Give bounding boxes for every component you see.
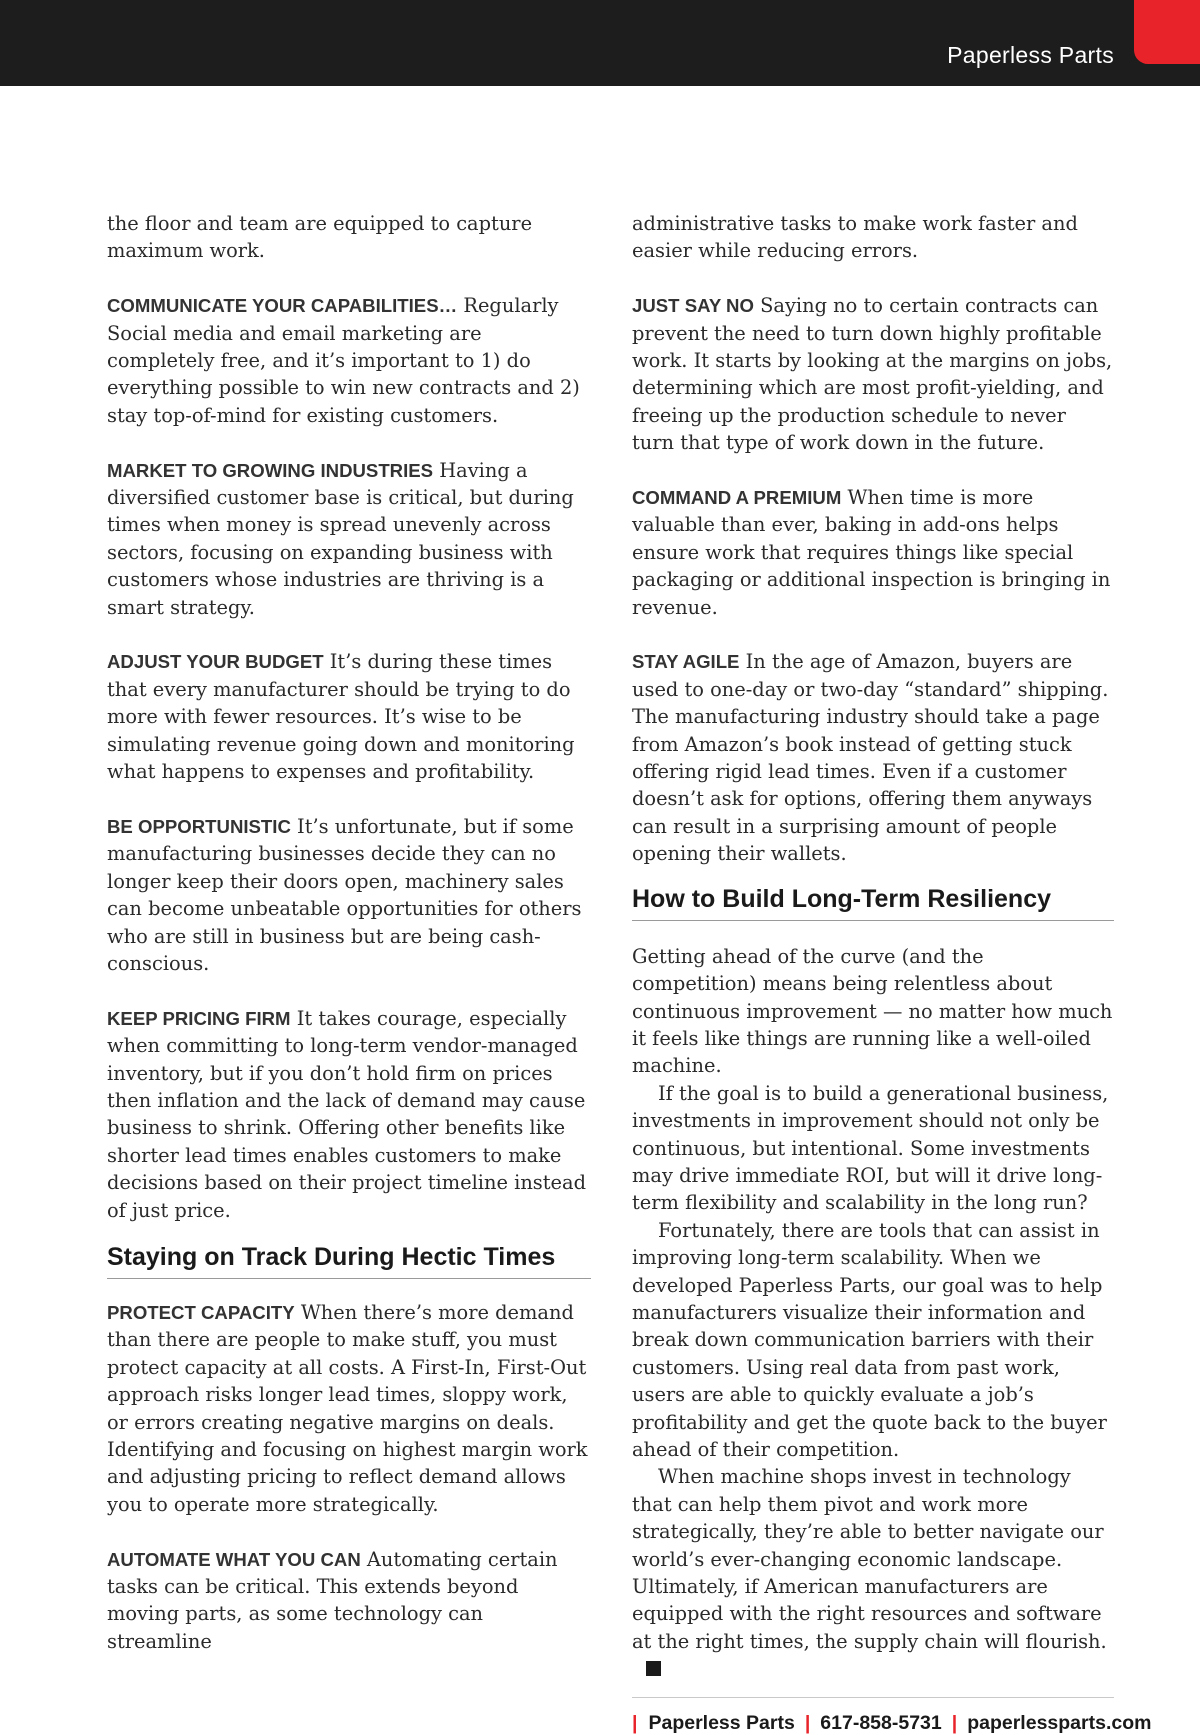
run-in-heading: AUTOMATE WHAT YOU CAN — [107, 1548, 361, 1570]
run-in-heading: BE OPPORTUNISTIC — [107, 815, 291, 837]
paragraph-text: Saying no to certain contracts can prevent the need to turn down highly profitable work. It starts by looking at the margins on jobs, determining which are most profit-yielding, and freeing up the production schedule to never turn that type of work down in the future. — [632, 294, 1113, 455]
paragraph-final — [632, 1463, 1114, 1682]
right-column — [632, 210, 1152, 1735]
paragraph-text: It takes courage, especially when committing to long-term vendor-managed inventory, but if you don’t hold firm on prices then inflation and the lack of demand may cause business to shrink. Offering other benefits like shorter lead times enables customers to make decisions based on their project timeline instead of just price. — [107, 1006, 586, 1222]
end-mark-icon — [646, 1661, 661, 1676]
footer-website-link[interactable]: paperlessparts.com — [967, 1711, 1152, 1734]
run-in-heading: COMMAND A PREMIUM — [632, 487, 842, 509]
header-bar — [0, 0, 1200, 86]
footer-contact — [632, 1711, 1152, 1735]
paragraph-text: When there’s more demand than there are people to make stuff, you must protect capacity at all costs. A First-In, First-Out approach risks longer lead times, sloppy work, or errors creating negative margins on deals. Identifying and focusing on highest margin work and adjusting pricing to reflect demand allows you to operate more strategically. — [107, 1300, 588, 1516]
paragraph-text: It’s during these times that every manufacturer should be trying to do more with fewer resources. It’s wise to be simulating revenue going down and monitoring what happens to expenses and profitability. — [107, 650, 575, 784]
paragraph-agile — [632, 648, 1114, 867]
footer-divider — [632, 1697, 1114, 1698]
run-in-heading: COMMUNICATE YOUR CAPABILITIES… — [107, 295, 458, 317]
run-in-heading: PROTECT CAPACITY — [107, 1301, 295, 1323]
separator-icon: | — [804, 1711, 811, 1734]
paragraph-text: In the age of Amazon, buyers are used to one-day or two-day “standard” shipping. The manufacturing industry should take a page from Amazon’s book instead of getting stuck offering rigid lead times. Even if a customer doesn’t ask for options, offering them anyways can result in a surprising amount of people opening their wallets. — [632, 650, 1109, 866]
paragraph-text: When machine shops invest in technology that can help them pivot and work more strategically, they’re able to better navigate our world’s ever-changing economic landscape. Ultimately, if American manufacturers are equipped with the right resources and software at the right times, the supply chain will flourish. — [632, 1465, 1107, 1653]
run-in-heading: KEEP PRICING FIRM — [107, 1007, 291, 1029]
separator-icon: | — [632, 1711, 638, 1734]
paragraph-pricing — [107, 1005, 591, 1224]
run-in-heading: ADJUST YOUR BUDGET — [107, 651, 324, 673]
run-in-heading: MARKET TO GROWING INDUSTRIES — [107, 459, 434, 481]
paragraph: If the goal is to build a generational business, investments in improvement should not only be continuous, but intentional. Some investments may drive immediate ROI, but will it drive long-term flexibility and scalability in the long run? — [632, 1081, 1109, 1215]
paragraph: administrative tasks to make work faster and easier while reducing errors. — [632, 212, 1078, 263]
paragraph-market — [107, 457, 591, 621]
paragraph-text: Having a diversified customer base is critical, but during times when money is spread unevenly across sectors, focusing on expanding business with customers whose industries are thriving is a smart strategy. — [107, 458, 574, 619]
paragraph-opportunistic — [107, 813, 591, 977]
paragraph: Getting ahead of the curve (and the competition) means being relentless about continuous improvement — no matter how much it feels like things are running like a well-oiled machine. — [632, 944, 1113, 1078]
paragraph-automate — [107, 1546, 591, 1656]
paragraph-text: It’s unfortunate, but if some manufacturing businesses decide they can no longer keep their doors open, machinery sales can become unbeatable opportunities for others who are still in business but are being cash-conscious. — [107, 814, 582, 975]
section-heading-resiliency: How to Build Long-Term Resiliency — [632, 885, 1114, 921]
paragraph-text: When time is more valuable than ever, baking in add-ons helps ensure work that requires things like special packaging or additional inspection is bringing in revenue. — [632, 486, 1111, 619]
paragraph-capacity — [107, 1299, 591, 1518]
paragraph-communicate — [107, 292, 591, 429]
footer-phone[interactable]: 617-858-5731 — [820, 1711, 942, 1734]
header-accent-tab — [1134, 0, 1200, 64]
paragraph-text: Automating certain tasks can be critical. This extends beyond moving parts, as some technology can streamline — [107, 1547, 558, 1653]
paragraph: the floor and team are equipped to capture maximum work. — [107, 212, 533, 263]
left-column — [107, 210, 591, 1655]
run-in-heading: JUST SAY NO — [632, 295, 754, 317]
paragraph-text: Regularly Social media and email marketing are completely free, and it’s important to 1) do everything possible to win new contracts and 2) stay top-of-mind for existing customers. — [107, 294, 580, 427]
header-brand: Paperless Parts — [947, 42, 1114, 68]
separator-icon: | — [951, 1711, 958, 1734]
run-in-heading: STAY AGILE — [632, 651, 740, 673]
paragraph-budget — [107, 648, 591, 785]
paragraph-say-no — [632, 292, 1114, 456]
section-heading-hectic-times: Staying on Track During Hectic Times — [107, 1243, 591, 1279]
paragraph-premium — [632, 484, 1114, 621]
paragraph: Fortunately, there are tools that can assist in improving long-term scalability. When we developed Paperless Parts, our goal was to help manufacturers visualize their information and break down communication barriers with their customers. Using real data from past work, users are able to quickly evaluate a job’s profitability and get the quote back to the buyer ahead of their competition. — [632, 1218, 1107, 1462]
footer-company: Paperless Parts — [648, 1711, 795, 1734]
